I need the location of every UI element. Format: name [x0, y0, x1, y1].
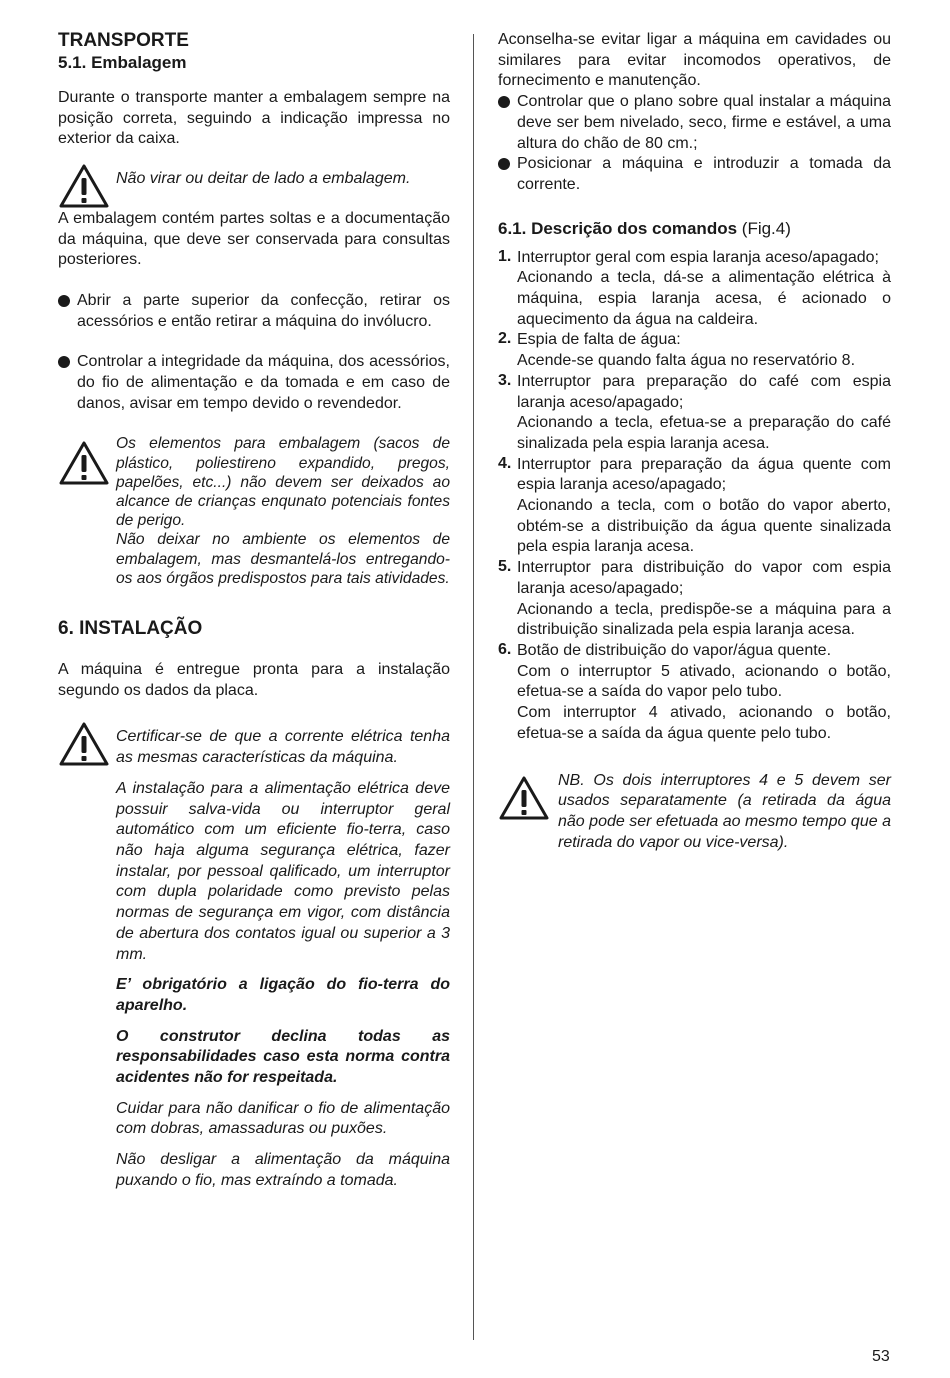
subsection-title-text: 6.1. Descrição dos comandos — [498, 218, 738, 238]
bullet-icon — [58, 295, 70, 307]
paragraph: O construtor declina todas as responsabilidades caso esta norma contra acidentes não for respeitada. — [116, 1027, 450, 1087]
list-item — [498, 154, 891, 195]
section-title: TRANSPORTE — [58, 30, 189, 51]
warning-icon — [498, 775, 550, 821]
bullet-icon — [58, 356, 70, 368]
list-item-text: Espia de falta de água: — [517, 331, 681, 349]
list-item — [498, 372, 891, 455]
warning-text: Não virar ou deitar de lado a embalagem. — [116, 170, 411, 188]
list-item — [58, 291, 450, 332]
list-item-text: Interruptor para preparação da água quente com espia laranja aceso/apagado; — [517, 455, 891, 494]
list-item-text: Interruptor para preparação do café com espia laranja aceso/apagado; — [517, 372, 891, 411]
warning-block — [58, 721, 450, 768]
list-item — [498, 248, 891, 331]
list-item — [498, 558, 891, 641]
list-item — [498, 641, 891, 745]
bullet-icon — [498, 158, 510, 170]
column-divider — [473, 34, 474, 1340]
item-number: 1. — [498, 247, 512, 265]
warning-block — [58, 167, 450, 190]
paragraph: E’ obrigatório a ligação do fio-terra do aparelho. — [116, 976, 450, 1014]
warning-text: NB. Os dois interruptores 4 e 5 devem ser usados separatamente (a retirada da água não pode ser efetuada ao mesmo tempo que a retirada do vapor ou vice-versa). — [558, 771, 891, 851]
paragraph: Cuidar para não danificar o fio de alimentação com dobras, amassaduras ou puxões. — [116, 1099, 450, 1138]
section-title: 6. INSTALAÇÃO — [58, 618, 203, 640]
list-item-text: Interruptor geral com espia laranja aceso/apagado; — [517, 248, 879, 266]
item-number: 4. — [498, 454, 512, 472]
list-item-text: Posicionar a máquina e introduzir a tomada da corrente. — [517, 155, 891, 193]
list-item-text: Acionando a tecla, com o botão do vapor aberto, obtém-se a distribuição da água quente sinalizada pela espia laranja acesa. — [517, 497, 891, 556]
item-number: 3. — [498, 371, 512, 389]
list-item-text: Acionando a tecla, efetua-se a preparação do café sinalizada pela espia laranja acesa. — [517, 414, 891, 452]
subsection-title — [498, 218, 891, 240]
list-item — [498, 330, 891, 371]
page-number: 53 — [872, 1348, 890, 1365]
list-item — [498, 92, 891, 154]
list-item-text: Acende-se quando falta água no reservatório 8. — [517, 352, 856, 370]
list-item-text: Com interruptor 4 ativado, acionando o botão, efetua-se a saída da água quente pelo tubo. — [517, 704, 891, 742]
list-item-text: Interruptor para distribuição do vapor com espia laranja aceso/apagado; — [517, 559, 891, 597]
item-number: 2. — [498, 330, 512, 348]
warning-block — [58, 434, 450, 588]
list-item — [498, 455, 891, 559]
warning-text: Os elementos para embalagem (sacos de plástico, poliestireno expandido, pregos, papelões, etc...) não devem ser deixados ao alcance de crianças enqunato potenciais fontes de perigo. — [116, 435, 450, 530]
item-number: 5. — [498, 558, 512, 576]
bullet-icon — [498, 96, 510, 108]
item-number: 6. — [498, 640, 512, 658]
list-item — [58, 352, 450, 414]
warning-text: Certificar-se de que a corrente elétrica tenha as mesmas características da máquina. — [116, 728, 450, 767]
subsection-title: 5.1. Embalagem — [58, 53, 187, 72]
paragraph: Não desligar a alimentação da máquina puxando o fio, mas extraíndo a tomada. — [116, 1151, 450, 1189]
warning-icon — [58, 721, 110, 767]
paragraph: A máquina é entregue pronta para a instalação segundo os dados da placa. — [58, 661, 450, 699]
list-item-text: Botão de distribuição do vapor/água quente. — [517, 641, 832, 659]
commands-list — [498, 248, 891, 745]
paragraph: A instalação para a alimentação elétrica deve possuir salva-vida ou interruptor geral automático com um eficiente fio-terra, caso não haja alguma segurança elétrica, fazer instalar, por pessoal qalificado, um interruptor com dupla polaridade como previsto pelas normas de segurança em vigor, com distância de abertura dos contatos igual ou superior a 3 mm. — [116, 779, 450, 963]
paragraph: A embalagem contém partes soltas e a documentação da máquina, que deve ser conservada para consultas posteriores. — [58, 209, 450, 269]
list-item-text: Acionando a tecla, predispõe-se a máquina para a distribuição sinalizada pela espia laranja acesa. — [517, 600, 891, 639]
list-item-text: Abrir a parte superior da confecção, retirar os acessórios e então retirar a máquina do invólucro. — [77, 291, 450, 330]
paragraph: Aconselha-se evitar ligar a máquina em cavidades ou similares para evitar incomodos operativos, de fornecimento e manutenção. — [498, 31, 891, 90]
list-item-text: Com o interruptor 5 ativado, acionando o botão, efetua-se a saída do vapor pelo tubo. — [517, 662, 891, 701]
left-column — [58, 30, 450, 1192]
right-column — [498, 30, 891, 853]
warning-block — [498, 771, 891, 854]
paragraph: Durante o transporte manter a embalagem sempre na posição correta, seguindo a indicação impressa no exterior da caixa. — [58, 89, 450, 148]
warning-icon — [58, 440, 110, 486]
list-item-text: Controlar que o plano sobre qual instalar a máquina deve ser bem nivelado, seco, firme e estável, a uma altura do chão de 80 cm.; — [517, 93, 891, 152]
warning-icon — [58, 163, 110, 209]
list-item-text: Acionando a tecla, dá-se a alimentação elétrica à máquina, espia laranja acesa, é acionado o aquecimento da água na caldeira. — [517, 269, 891, 328]
figure-reference: (Fig.4) — [741, 218, 791, 238]
list-item-text: Controlar a integridade da máquina, dos acessórios, do fio de alimentação e da tomada e em caso de danos, avisar em tempo devido o revendedor. — [77, 353, 450, 412]
warning-text: Não deixar no ambiente os elementos de embalagem, mas desmantelá-los entregando-os aos órgãos predispostos para tais atividades. — [116, 531, 450, 587]
